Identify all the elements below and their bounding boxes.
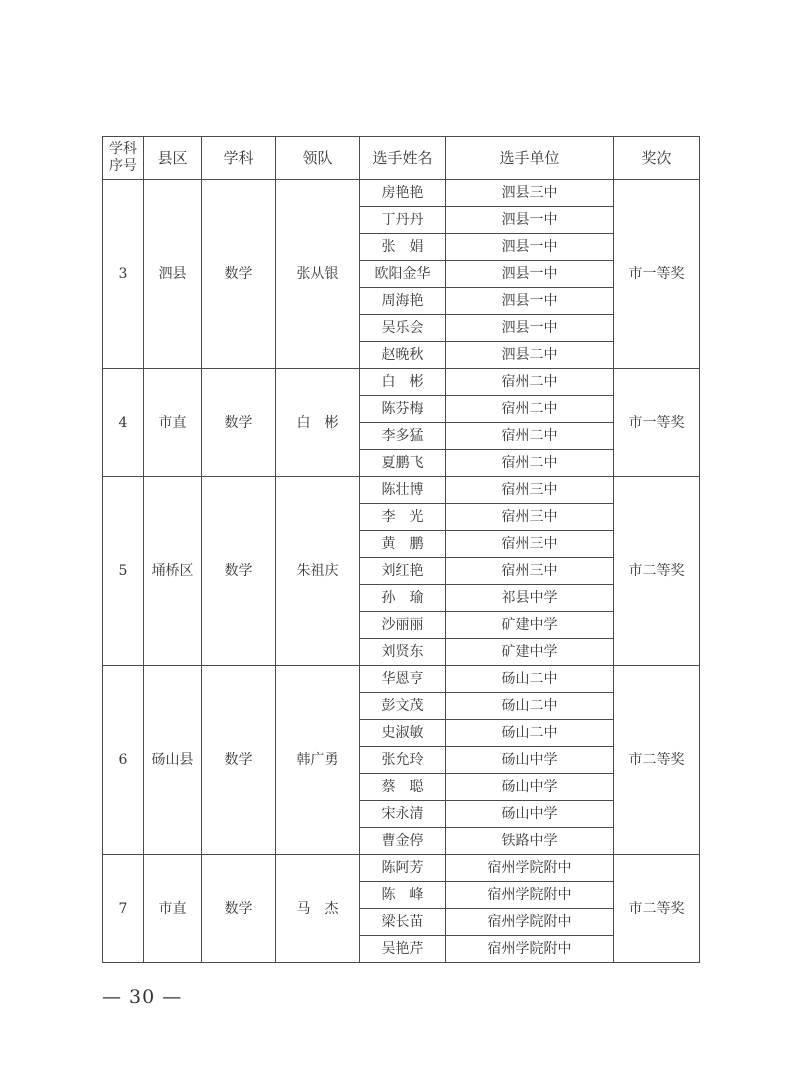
player-name-cell: 白 彬 — [360, 369, 446, 396]
leader-cell: 朱祖庆 — [276, 477, 360, 666]
page-number: — 30 — — [102, 986, 183, 1008]
player-name-cell: 黄 鹏 — [360, 531, 446, 558]
player-name-cell: 李 光 — [360, 504, 446, 531]
subject-cell: 数学 — [202, 369, 276, 477]
player-unit-cell: 砀山二中 — [446, 666, 614, 693]
subject-cell: 数学 — [202, 180, 276, 369]
player-unit-cell: 矿建中学 — [446, 612, 614, 639]
award-table — [102, 136, 700, 963]
player-name-cell: 华恩亨 — [360, 666, 446, 693]
player-unit-cell: 泗县一中 — [446, 207, 614, 234]
player-unit-cell: 泗县一中 — [446, 261, 614, 288]
player-name-cell: 孙 瑜 — [360, 585, 446, 612]
player-unit-cell: 宿州三中 — [446, 477, 614, 504]
player-unit-cell: 宿州学院附中 — [446, 882, 614, 909]
table-row — [103, 855, 700, 882]
player-name-cell: 刘红艳 — [360, 558, 446, 585]
seq-cell: 5 — [103, 477, 144, 666]
header-player-name: 选手姓名 — [360, 137, 446, 180]
player-name-cell: 房艳艳 — [360, 180, 446, 207]
player-name-cell: 陈 峰 — [360, 882, 446, 909]
header-county: 县区 — [144, 137, 202, 180]
seq-cell: 4 — [103, 369, 144, 477]
player-unit-cell: 矿建中学 — [446, 639, 614, 666]
player-unit-cell: 泗县一中 — [446, 234, 614, 261]
award-cell: 市一等奖 — [614, 369, 700, 477]
subject-cell: 数学 — [202, 477, 276, 666]
leader-cell: 韩广勇 — [276, 666, 360, 855]
player-name-cell: 彭文茂 — [360, 693, 446, 720]
header-seq: 学科序号 — [103, 137, 144, 180]
player-unit-cell: 宿州学院附中 — [446, 855, 614, 882]
player-unit-cell: 祁县中学 — [446, 585, 614, 612]
player-name-cell: 沙丽丽 — [360, 612, 446, 639]
player-name-cell: 梁长苗 — [360, 909, 446, 936]
player-unit-cell: 宿州二中 — [446, 396, 614, 423]
player-unit-cell: 泗县三中 — [446, 180, 614, 207]
header-leader: 领队 — [276, 137, 360, 180]
player-name-cell: 李多猛 — [360, 423, 446, 450]
player-unit-cell: 铁路中学 — [446, 828, 614, 855]
seq-cell: 6 — [103, 666, 144, 855]
table-row — [103, 477, 700, 504]
player-unit-cell: 砀山中学 — [446, 747, 614, 774]
player-unit-cell: 宿州二中 — [446, 450, 614, 477]
award-cell: 市一等奖 — [614, 180, 700, 369]
header-row — [103, 137, 700, 180]
county-cell: 砀山县 — [144, 666, 202, 855]
seq-cell: 3 — [103, 180, 144, 369]
player-unit-cell: 宿州学院附中 — [446, 936, 614, 963]
player-name-cell: 张允玲 — [360, 747, 446, 774]
player-name-cell: 吴艳芹 — [360, 936, 446, 963]
player-name-cell: 丁丹丹 — [360, 207, 446, 234]
player-name-cell: 陈芬梅 — [360, 396, 446, 423]
award-cell: 市二等奖 — [614, 855, 700, 963]
county-cell: 泗县 — [144, 180, 202, 369]
player-name-cell: 欧阳金华 — [360, 261, 446, 288]
player-name-cell: 赵晚秋 — [360, 342, 446, 369]
player-name-cell: 吴乐会 — [360, 315, 446, 342]
player-unit-cell: 宿州三中 — [446, 531, 614, 558]
award-cell: 市二等奖 — [614, 666, 700, 855]
leader-cell: 马 杰 — [276, 855, 360, 963]
player-unit-cell: 砀山中学 — [446, 774, 614, 801]
seq-cell: 7 — [103, 855, 144, 963]
player-unit-cell: 砀山二中 — [446, 693, 614, 720]
player-unit-cell: 宿州三中 — [446, 558, 614, 585]
header-player-unit: 选手单位 — [446, 137, 614, 180]
player-name-cell: 陈阿芳 — [360, 855, 446, 882]
county-cell: 市直 — [144, 855, 202, 963]
county-cell: 埇桥区 — [144, 477, 202, 666]
subject-cell: 数学 — [202, 666, 276, 855]
player-unit-cell: 泗县二中 — [446, 342, 614, 369]
table-header — [103, 137, 700, 180]
table-row — [103, 369, 700, 396]
player-unit-cell: 宿州二中 — [446, 423, 614, 450]
county-cell: 市直 — [144, 369, 202, 477]
player-unit-cell: 宿州二中 — [446, 369, 614, 396]
player-unit-cell: 宿州学院附中 — [446, 909, 614, 936]
table-row — [103, 180, 700, 207]
player-name-cell: 曹金停 — [360, 828, 446, 855]
player-name-cell: 宋永清 — [360, 801, 446, 828]
player-name-cell: 史淑敏 — [360, 720, 446, 747]
player-name-cell: 蔡 聪 — [360, 774, 446, 801]
player-unit-cell: 砀山二中 — [446, 720, 614, 747]
award-cell: 市二等奖 — [614, 477, 700, 666]
player-unit-cell: 宿州三中 — [446, 504, 614, 531]
player-unit-cell: 泗县一中 — [446, 315, 614, 342]
header-award: 奖次 — [614, 137, 700, 180]
leader-cell: 白 彬 — [276, 369, 360, 477]
table-body — [103, 180, 700, 963]
header-subject: 学科 — [202, 137, 276, 180]
player-name-cell: 夏鹏飞 — [360, 450, 446, 477]
player-name-cell: 周海艳 — [360, 288, 446, 315]
subject-cell: 数学 — [202, 855, 276, 963]
table-row — [103, 666, 700, 693]
player-name-cell: 刘贤东 — [360, 639, 446, 666]
player-name-cell: 张 娟 — [360, 234, 446, 261]
player-unit-cell: 砀山中学 — [446, 801, 614, 828]
leader-cell: 张从银 — [276, 180, 360, 369]
player-unit-cell: 泗县一中 — [446, 288, 614, 315]
player-name-cell: 陈壮博 — [360, 477, 446, 504]
